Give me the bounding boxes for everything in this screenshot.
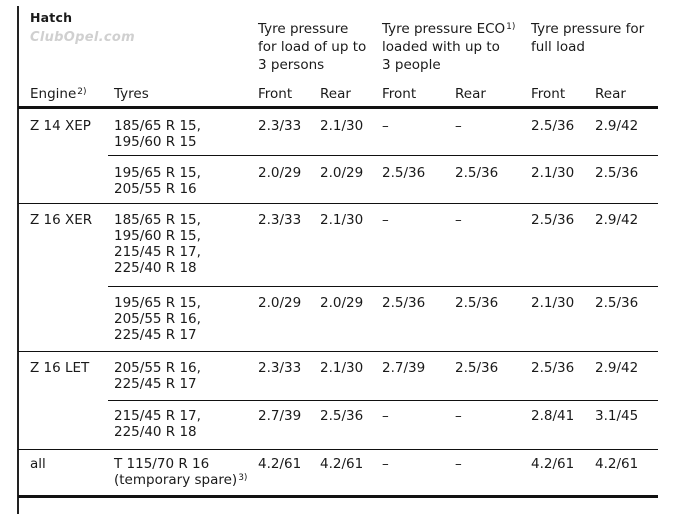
full-front-cell: 2.5/36 [531,118,575,134]
eco-rear-cell: – [455,118,462,134]
eco-rear-cell: – [455,408,462,424]
engine-cell: Z 16 XER [30,212,93,228]
row-divider [108,400,658,401]
engine-cell: Z 14 XEP [30,118,91,134]
p3-front-cell: 2.0/29 [258,165,302,181]
eco-front-cell: – [382,456,389,472]
col-header-tyres: Tyres [114,86,149,102]
eco-front-cell: 2.5/36 [382,165,426,181]
col-header-rear: Rear [595,86,626,102]
body-style-heading: Hatch [30,10,73,25]
full-rear-cell: 2.9/42 [595,360,639,376]
watermark: ClubOpel.com [30,30,135,45]
eco-front-cell: 2.7/39 [382,360,426,376]
p3-front-cell: 2.3/33 [258,360,302,376]
row-divider [108,155,658,156]
p3-rear-cell: 2.0/29 [320,295,364,311]
eco-front-cell: – [382,408,389,424]
col-header-rear: Rear [320,86,351,102]
col-header-rear: Rear [455,86,486,102]
full-rear-cell: 2.9/42 [595,118,639,134]
full-front-cell: 2.1/30 [531,165,575,181]
tyres-cell: 185/65 R 15, 195/60 R 15, 215/45 R 17, 225/40 R 18 [114,212,201,276]
p3-rear-cell: 2.5/36 [320,408,364,424]
p3-rear-cell: 4.2/61 [320,456,364,472]
eco-front-cell: 2.5/36 [382,295,426,311]
row-divider [18,351,658,352]
full-front-cell: 4.2/61 [531,456,575,472]
p3-rear-cell: 2.1/30 [320,360,364,376]
tyres-cell: 215/45 R 17, 225/40 R 18 [114,408,201,440]
eco-rear-cell: – [455,212,462,228]
col-header-pressure-eco: Tyre pressure ECO$^{1)}$ loaded with up to 3 people [382,21,516,73]
col-header-pressure-3-persons: Tyre pressure for load of up to 3 persons [258,21,367,73]
eco-front-cell: – [382,118,389,134]
engine-cell: all [30,456,46,472]
eco-rear-cell: – [455,456,462,472]
eco-rear-cell: 2.5/36 [455,360,499,376]
full-front-cell: 2.5/36 [531,360,575,376]
p3-rear-cell: 2.0/29 [320,165,364,181]
p3-front-cell: 4.2/61 [258,456,302,472]
eco-front-cell: – [382,212,389,228]
full-rear-cell: 3.1/45 [595,408,639,424]
full-front-cell: 2.8/41 [531,408,575,424]
tyres-cell: 205/55 R 16, 225/45 R 17 [114,360,201,392]
p3-front-cell: 2.7/39 [258,408,302,424]
table-bottom-border [18,495,658,498]
full-rear-cell: 2.5/36 [595,165,639,181]
p3-front-cell: 2.0/29 [258,295,302,311]
engine-cell: Z 16 LET [30,360,90,376]
p3-front-cell: 2.3/33 [258,212,302,228]
row-divider [18,203,658,204]
left-margin-bar [17,6,19,514]
full-front-cell: 2.5/36 [531,212,575,228]
tyres-cell: 195/65 R 15, 205/55 R 16 [114,165,201,197]
full-rear-cell: 2.9/42 [595,212,639,228]
row-divider [108,286,658,287]
full-front-cell: 2.1/30 [531,295,575,311]
col-header-front: Front [382,86,417,102]
col-header-front: Front [258,86,293,102]
tyres-cell: 195/65 R 15, 205/55 R 16, 225/45 R 17 [114,295,201,343]
row-divider [18,449,658,450]
col-header-front: Front [531,86,566,102]
eco-rear-cell: 2.5/36 [455,165,499,181]
eco-rear-cell: 2.5/36 [455,295,499,311]
full-rear-cell: 2.5/36 [595,295,639,311]
tyres-cell: 185/65 R 15, 195/60 R 15 [114,118,201,150]
full-rear-cell: 4.2/61 [595,456,639,472]
col-header-engine: Engine$^{2)}$ [30,86,87,102]
header-divider [18,106,658,109]
col-header-pressure-full-load: Tyre pressure for full load [531,21,645,55]
p3-front-cell: 2.3/33 [258,118,302,134]
p3-rear-cell: 2.1/30 [320,118,364,134]
p3-rear-cell: 2.1/30 [320,212,364,228]
tyres-cell: T 115/70 R 16 (temporary spare)$^{3)}$ [114,456,248,488]
